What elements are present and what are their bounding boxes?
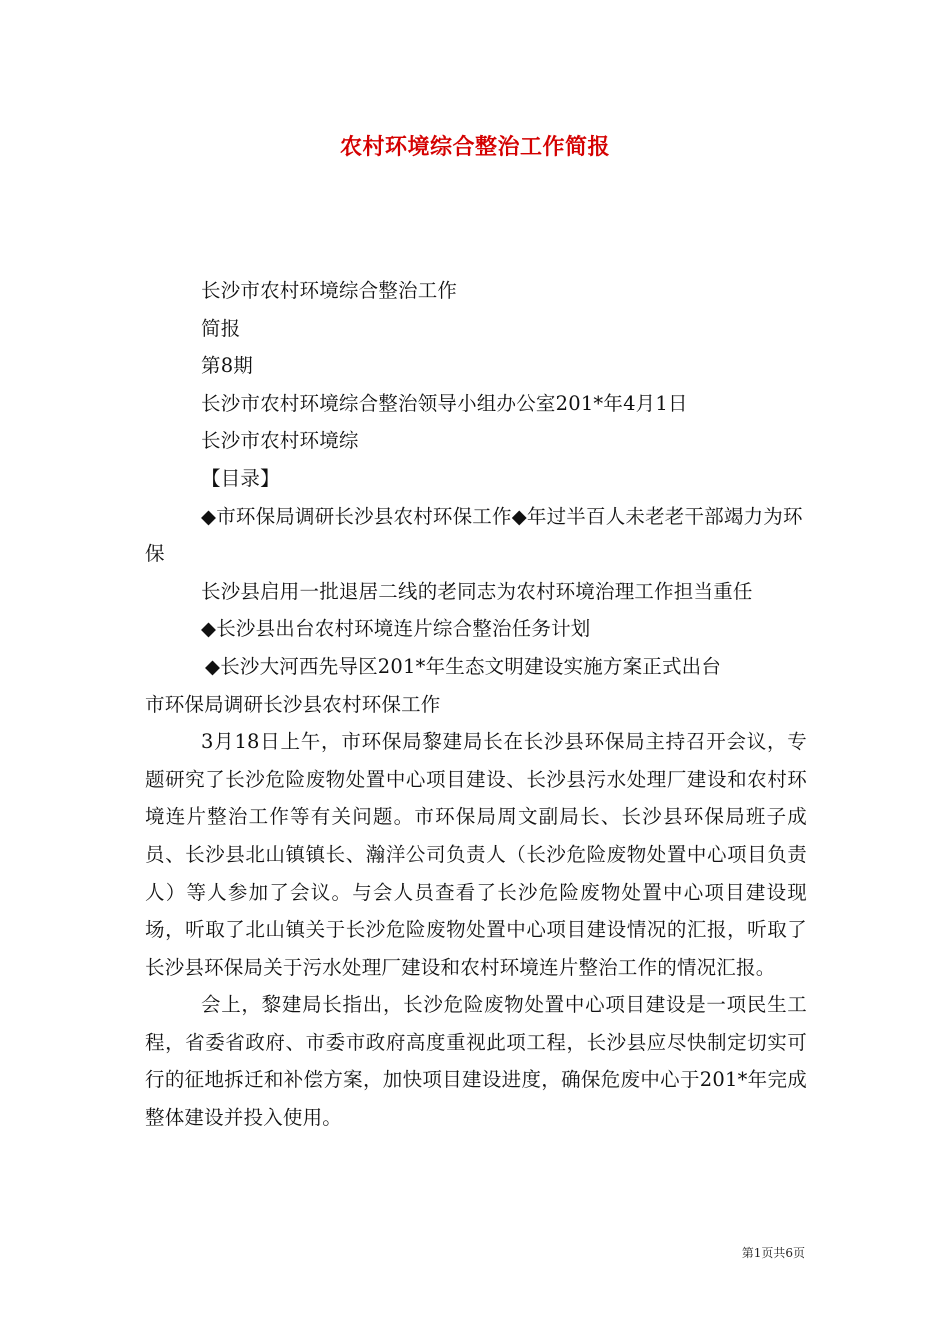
header-line: 长沙市农村环境综合整治工作 [201,279,458,302]
body-paragraph: 会上，黎建局长指出，长沙危险废物处置中心项目建设是一项民生工程，省委省政府、市委市政府高度重视此项工程，长沙县应尽快制定切实可行的征地拆迁和补偿方案，加快项目建设进度，确保危废中心于201*年完成整体建设并投入使用。 [145,993,807,1130]
page-number: 第1页共6页 [741,1246,805,1260]
issuer-and-date: 长沙市农村环境综合整治领导小组办公室201*年4月1日 [201,391,688,415]
header-line: 长沙市农村环境综 [201,429,359,453]
section-heading: 市环保局调研长沙县农村环保工作 [145,692,441,716]
toc-item: 长沙县启用一批退居二线的老同志为农村环境治理工作担当重任 [201,579,753,603]
toc-item: ◆长沙县出台农村环境连片综合整治任务计划 [201,617,591,641]
body-paragraph: 3月18日上午，市环保局黎建局长在长沙县环保局主持召开会议，专题研究了长沙危险废物处置中心项目建设、长沙县污水处理厂建设和农村环境连片整治工作等有关问题。市环保局周文副局长、长沙县环保局班子成员、长沙县北山镇镇长、瀚洋公司负责人（长沙危险废物处置中心项目负责人）等人参加了会议。与会人员查看了长沙危险废物处置中心项目建设现场，听取了北山镇关于长沙危险废物处置中心项目建设情况的汇报，听取了长沙县环保局关于污水处理厂建设和农村环境连片整治工作的情况汇报。 [145,730,807,979]
document-title: 农村环境综合整治工作简报 [339,135,610,160]
header-line: 简报 [201,316,241,340]
toc-item: ◆市环保局调研长沙县农村环保工作◆年过半百人未老老干部竭力为环保 [145,504,803,566]
issue-number: 第8期 [201,354,254,378]
document-body [145,272,807,1137]
toc-heading: 【目录】 [201,466,280,490]
toc-item: ◆长沙大河西先导区201*年生态文明建设实施方案正式出台 [205,654,722,678]
